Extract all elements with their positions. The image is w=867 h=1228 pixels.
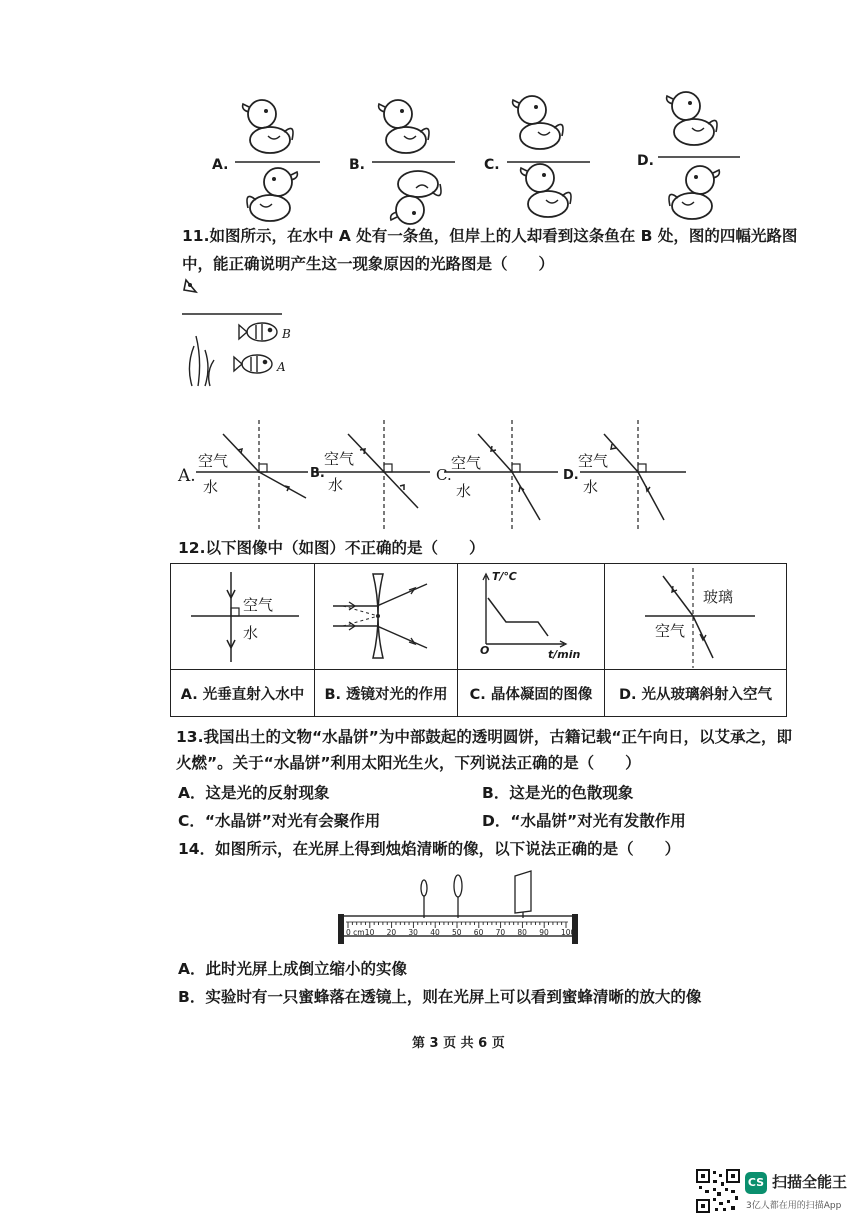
q10-option-b: B. <box>349 157 365 173</box>
q11-opt-c-water: 水 <box>456 482 472 500</box>
screen-icon <box>515 871 531 918</box>
q12-fig-c-cell <box>458 564 605 670</box>
q11-stem-line1: 11.如图所示，在水中 A 处有一条鱼，但岸上的人却看到这条鱼在 B 处，图的四幅光路图 <box>182 227 798 245</box>
q14-option-a: A．此时光屏上成倒立缩小的实像 <box>178 960 407 978</box>
q12-table <box>170 563 787 717</box>
ruler-tick-label: 30 <box>408 928 418 937</box>
fish-a-icon <box>234 355 272 373</box>
ruler-tick-label: 90 <box>539 928 549 937</box>
brand-name: 扫描全能王 <box>772 1173 848 1191</box>
q11-stem-line2: 中，能正确说明产生这一现象原因的光路图是（ ） <box>182 255 555 273</box>
q10-option-a: A. <box>212 157 229 173</box>
ruler-tick-label: 80 <box>517 928 527 937</box>
q12-fig-b-cell <box>315 564 458 670</box>
q10-option-d: D. <box>637 153 654 169</box>
q12-fig-a-cell <box>171 564 315 670</box>
q11-opt-a-water: 水 <box>203 478 219 496</box>
q14-option-b: B．实验时有一只蜜蜂落在透镜上，则在光屏上可以看到蜜蜂清晰的放大的像 <box>178 988 702 1006</box>
q13-stem-line1: 13.我国出土的文物“水晶饼”为中部鼓起的透明圆饼，古籍记载“正午向日，以艾承之，即 <box>176 728 793 746</box>
ruler-tick-label: 50 <box>452 928 462 937</box>
ruler-tick-label: 0 cm <box>346 928 365 937</box>
q11-opt-d-water: 水 <box>583 478 599 496</box>
page-number: 第 3 页 共 6 页 <box>412 1036 505 1051</box>
q12-fig-d-cell <box>605 564 787 670</box>
q12-stem: 12.以下图像中（如图）不正确的是（ ） <box>178 539 485 557</box>
q12-caption-c: C. 晶体凝固的图像 <box>458 670 605 717</box>
q11-opt-a-air: 空气 <box>198 452 229 470</box>
q11-opt-d-letter: D. <box>563 468 579 483</box>
q11-opt-b-letter: B. <box>310 466 325 481</box>
q11-label-b: B <box>282 327 291 341</box>
q13-option-b: B．这是光的色散现象 <box>482 784 634 802</box>
ruler-tick-label: 70 <box>495 928 506 937</box>
q12-fig-d <box>605 564 789 669</box>
ruler-tick-label: 60 <box>473 928 484 937</box>
brand-subtitle: 3亿人都在用的扫描App <box>746 1201 842 1211</box>
ruler-tick-label: 100 <box>561 928 576 937</box>
ruler-tick-label: 20 <box>386 928 397 937</box>
q11-scene-figure <box>0 270 867 390</box>
q11-opt-b-air: 空气 <box>324 450 355 468</box>
brand-badge: CS <box>745 1172 767 1194</box>
lens-icon <box>454 875 462 918</box>
ruler-tick-label: 10 <box>364 928 375 937</box>
eye-icon <box>184 280 196 292</box>
q11-opt-a-letter: A. <box>178 466 196 486</box>
candle-icon <box>421 880 427 918</box>
q10-option-c: C. <box>484 157 500 173</box>
q11-opt-c-letter: C. <box>436 466 452 484</box>
fish-b-icon <box>239 323 277 341</box>
q12-fig-d-glass: 玻璃 <box>703 588 734 606</box>
q12-caption-b: B. 透镜对光的作用 <box>315 670 458 717</box>
q12-fig-b <box>315 564 457 669</box>
q11-label-a: A <box>277 360 286 374</box>
ruler-tick-label: 40 <box>430 928 440 937</box>
q12-fig-c-x-axis: t/min <box>548 648 581 661</box>
q12-fig-c-origin: O <box>480 644 490 657</box>
q12-caption-a: A. 光垂直射入水中 <box>171 670 315 717</box>
qr-code-icon <box>695 1168 741 1214</box>
q11-opt-d-air: 空气 <box>578 452 609 470</box>
q13-stem-line2: 火燃”。关于“水晶饼”利用太阳光生火，下列说法正确的是（ ） <box>176 754 641 772</box>
q14-optical-bench <box>332 866 592 956</box>
q12-fig-a-air: 空气 <box>243 596 274 614</box>
q12-fig-d-air: 空气 <box>655 622 686 640</box>
q14-stem: 14．如图所示，在光屏上得到烛焰清晰的像，以下说法正确的是（ ） <box>178 840 681 858</box>
q12-fig-a <box>171 564 314 669</box>
q11-option-diagrams <box>0 420 867 530</box>
q11-opt-b-water: 水 <box>328 476 344 494</box>
q13-option-c: C．“水晶饼”对光有会聚作用 <box>178 812 381 830</box>
q10-duck-figures <box>0 0 867 230</box>
water-weed-icon <box>189 336 214 386</box>
q13-option-d: D．“水晶饼”对光有发散作用 <box>482 812 686 830</box>
q13-option-a: A．这是光的反射现象 <box>178 784 330 802</box>
q12-fig-a-water: 水 <box>243 624 259 642</box>
q12-fig-c-y-axis: T/℃ <box>492 570 517 583</box>
q11-opt-c-air: 空气 <box>451 454 482 472</box>
q12-caption-d: D. 光从玻璃斜射入空气 <box>605 670 787 717</box>
